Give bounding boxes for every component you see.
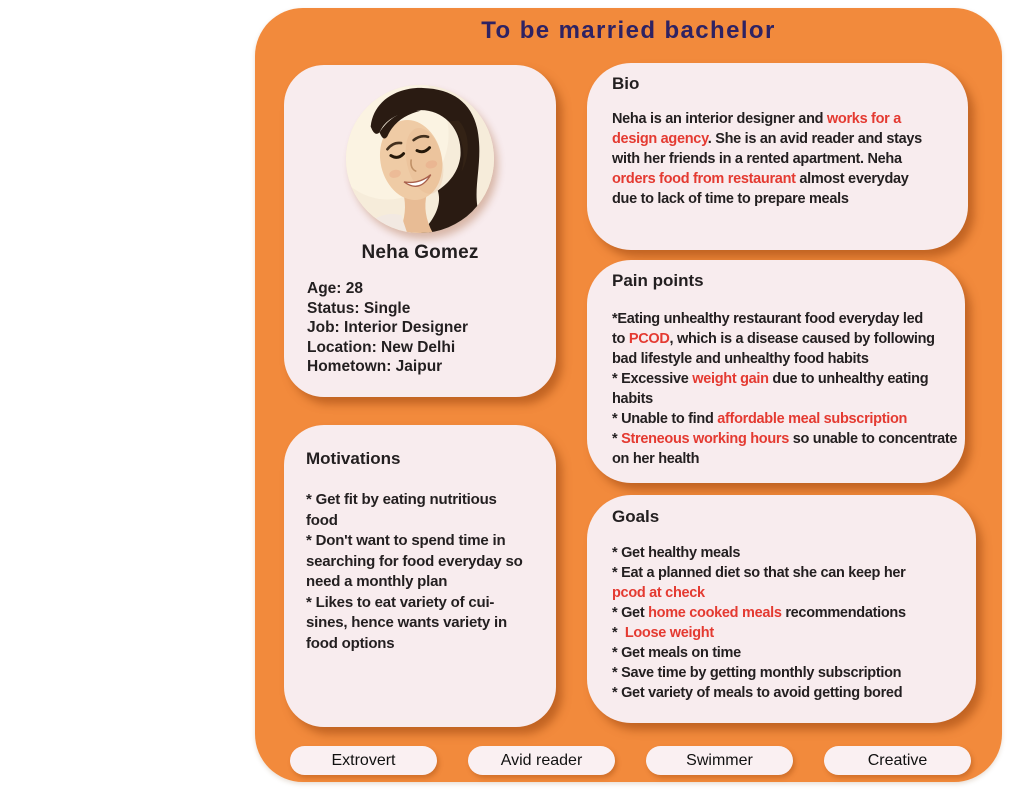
- tag-extrovert: Extrovert: [290, 746, 437, 775]
- text-line: bad lifestyle and unhealthy food habits: [612, 351, 869, 367]
- goals-heading: Goals: [612, 507, 660, 526]
- text-line: * Get variety of meals to avoid getting bored: [612, 685, 903, 701]
- text-line: *Eating unhealthy restaurant food everyday led: [612, 311, 923, 327]
- pain-points-heading: Pain points: [612, 271, 704, 290]
- detail-line: Location: New Delhi: [307, 338, 456, 356]
- text-line: * Save time by getting monthly subscription: [612, 665, 902, 681]
- pain-points-text: [612, 309, 965, 469]
- profile-name: Neha Gomez: [361, 242, 479, 263]
- text-line: Neha is an interior designer and works for a: [612, 111, 901, 127]
- tag-avid-reader: Avid reader: [468, 746, 615, 775]
- text-line: food options: [306, 634, 395, 652]
- text-line: need a monthly plan: [306, 573, 448, 590]
- text-line: habits: [612, 391, 653, 407]
- text-line: * Get meals on time: [612, 645, 741, 661]
- goals-card: [587, 495, 976, 723]
- text-line: * Streneous working hours so unable to concentrate: [612, 431, 958, 447]
- goals-text: [612, 543, 976, 703]
- text-line: to PCOD, which is a disease caused by following: [612, 331, 935, 347]
- text-line: on her health: [612, 451, 700, 467]
- text-line: * Loose weight: [612, 625, 714, 641]
- text-line: searching for food everyday so: [306, 552, 523, 570]
- bio-heading: Bio: [612, 74, 640, 93]
- bio-card: [587, 63, 968, 250]
- text-line: * Get home cooked meals recommendations: [612, 605, 906, 621]
- motivations-heading: Motivations: [306, 449, 401, 468]
- detail-line: Job: Interior Designer: [307, 319, 469, 336]
- detail-line: Status: Single: [307, 299, 411, 317]
- motivations-text: [306, 490, 556, 654]
- profile-details: [284, 279, 556, 377]
- tag-swimmer: Swimmer: [646, 746, 793, 775]
- text-line: * Likes to eat variety of cui-: [306, 593, 495, 611]
- text-line: sines, hence wants variety in: [306, 614, 507, 631]
- profile-photo: [346, 85, 494, 233]
- text-line: pcod at check: [612, 585, 705, 601]
- detail-line: Age: 28: [307, 280, 363, 297]
- pain-points-card: [587, 260, 965, 483]
- text-line: * Unable to find affordable meal subscription: [612, 411, 908, 427]
- tag-creative: Creative: [824, 746, 971, 775]
- profile-card: [284, 65, 556, 397]
- text-line: due to lack of time to prepare meals: [612, 191, 849, 207]
- text-line: * Get healthy meals: [612, 545, 741, 561]
- text-line: * Get fit by eating nutritious: [306, 491, 497, 508]
- text-line: * Excessive weight gain due to unhealthy eating: [612, 371, 929, 387]
- text-line: * Eat a planned diet so that she can keep her: [612, 565, 906, 581]
- text-line: orders food from restaurant almost everyday: [612, 171, 909, 187]
- bio-text: [612, 109, 968, 209]
- woman-portrait-icon: [346, 85, 494, 233]
- text-line: * Don't want to spend time in: [306, 532, 506, 549]
- text-line: with her friends in a rented apartment. Neha: [612, 151, 902, 167]
- motivations-card: [284, 425, 556, 727]
- text-line: food: [306, 511, 338, 529]
- detail-line: Hometown: Jaipur: [307, 358, 443, 375]
- text-line: design agency. She is an avid reader and stays: [612, 131, 922, 147]
- persona-title: To be married bachelor: [481, 17, 776, 44]
